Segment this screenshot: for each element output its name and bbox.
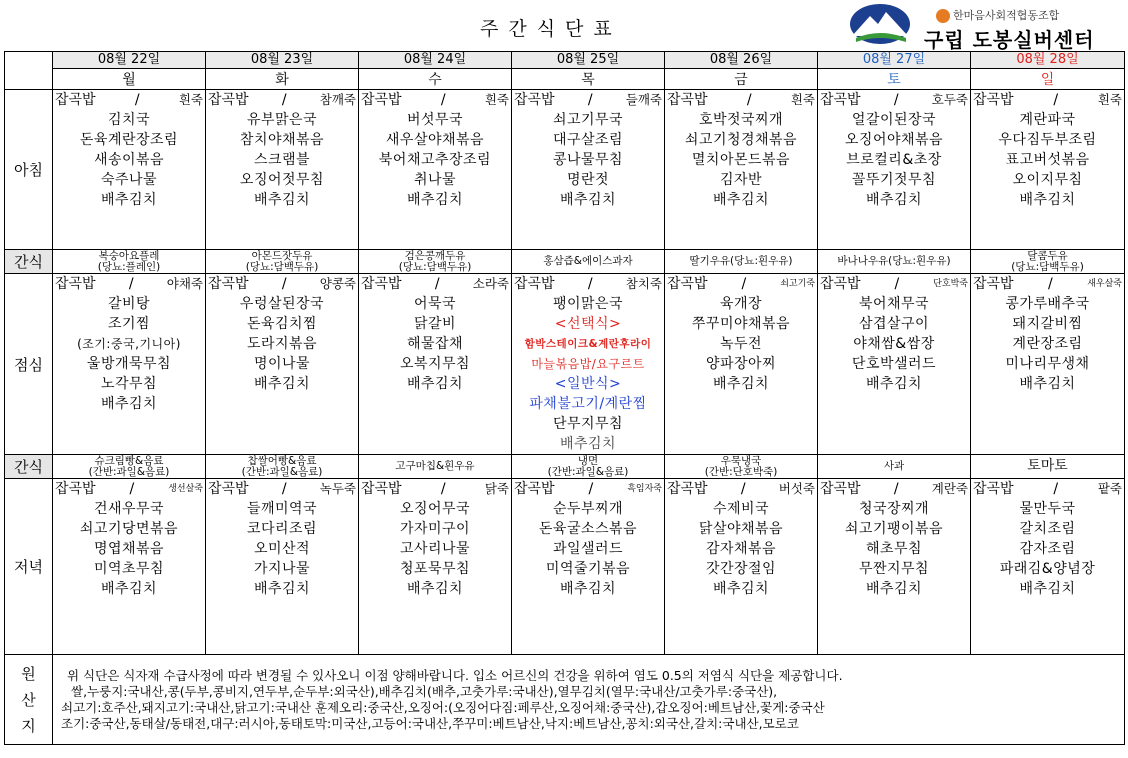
menu-item: 돼지갈비찜	[1012, 316, 1083, 332]
menu-item: 스크램블	[253, 152, 311, 168]
dinner-row	[5, 479, 1125, 655]
menu-item: 배추김치	[559, 192, 617, 208]
menu-item: 돈육굴소스볶음	[538, 521, 638, 537]
menu-item: 배추김치	[865, 192, 923, 208]
rice-label: 잡곡밥	[667, 92, 708, 108]
menu-item: 오미산적	[253, 541, 311, 557]
origin-note-line: 조기:중국산,동태살/동태전,대구:러시아,동태토막:미국산,고등어:국내산,쭈꾸미:베트남산,낙지:베트남산,꽁치:외국산,갈치:국내산,모로코	[61, 715, 799, 731]
weekday-row	[5, 69, 1125, 90]
porridge-label: 단호박죽	[933, 279, 968, 289]
rice-label: 잡곡밥	[361, 481, 402, 497]
lunch-cell	[359, 274, 512, 455]
date-cell: 08월 27일	[818, 52, 971, 69]
menu-item: 유부맑은국	[246, 112, 318, 128]
snack-cell: 검은콩깨두유 (당뇨:담백두유)	[359, 250, 512, 274]
menu-item: 표고버섯볶음	[1005, 152, 1090, 168]
menu-item: 배추김치	[712, 581, 770, 597]
menu-item: (조기:중국,기니아)	[77, 337, 181, 351]
date-cell: 08월 28일	[971, 52, 1125, 69]
porridge-label: 소라죽	[472, 276, 509, 291]
weekday-cell: 화	[206, 69, 359, 90]
rice-label: 잡곡밥	[514, 92, 555, 108]
menu-item: <일반식>	[554, 376, 622, 392]
porridge-label: 팥죽	[1097, 481, 1122, 496]
porridge-label: 녹두죽	[319, 481, 356, 496]
porridge-label: 흰죽	[790, 92, 815, 107]
menu-item: 미나리무생채	[1005, 356, 1090, 372]
rice-label: 잡곡밥	[820, 92, 861, 108]
rice-soup-header	[818, 274, 970, 294]
porridge-label: 들깨죽	[625, 92, 662, 107]
menu-item: 함박스테이크&계란후라이	[524, 338, 652, 350]
rice-soup-header	[359, 274, 511, 294]
origin-label-char: 지	[21, 716, 36, 735]
rice-label: 잡곡밥	[55, 92, 96, 108]
origin-notes	[53, 655, 1125, 745]
menu-item: 우다짐두부조림	[998, 132, 1097, 148]
porridge-label: 닭죽	[484, 481, 509, 496]
menu-item: 물만두국	[1019, 501, 1076, 517]
rice-label: 잡곡밥	[361, 92, 402, 108]
separator: /	[440, 92, 446, 108]
menu-item: 배추김치	[406, 376, 464, 392]
menu-item: 꼴뚜기젓무침	[851, 172, 937, 188]
menu-item: 배추김치	[712, 376, 770, 392]
separator: /	[434, 276, 440, 292]
snack-cell: 달콤두유 (당뇨:담백두유)	[971, 250, 1125, 274]
separator: /	[740, 481, 746, 497]
menu-item: 들깨미역국	[246, 501, 318, 517]
rice-soup-header	[665, 274, 817, 294]
porridge-label: 생선살죽	[168, 484, 203, 494]
rice-soup-header	[512, 90, 664, 110]
separator: /	[893, 92, 899, 108]
menu-item: 멸치아몬드볶음	[691, 152, 791, 168]
menu-item: 쇠고기청경채볶음	[684, 132, 798, 148]
rice-label: 잡곡밥	[208, 481, 249, 497]
menu-item: 배추김치	[253, 581, 311, 597]
lunch-cell	[53, 274, 206, 455]
date-cell: 08월 23일	[206, 52, 359, 69]
rice-label: 잡곡밥	[973, 276, 1014, 292]
menu-item: 양파장아찌	[705, 356, 777, 372]
weekday-cell: 일	[971, 69, 1125, 90]
rice-label: 잡곡밥	[820, 481, 861, 497]
menu-item: <선택식>	[554, 316, 622, 332]
menu-item: 얼갈이된장국	[851, 112, 937, 128]
menu-item: 배추김치	[1019, 581, 1076, 597]
menu-item: 갈치조림	[1019, 521, 1076, 537]
menu-item: 삼겹살구이	[858, 316, 930, 332]
weekday-cell: 수	[359, 69, 512, 90]
rice-soup-header	[206, 479, 358, 499]
menu-item: 야채쌈&쌈장	[853, 336, 935, 352]
menu-item: 파래김&양념장	[999, 561, 1096, 577]
menu-item: 쇠고기무국	[552, 112, 624, 128]
rice-label: 잡곡밥	[973, 481, 1014, 497]
menu-item: 배추김치	[559, 436, 617, 452]
date-cell: 08월 22일	[53, 52, 206, 69]
menu-item: 육개장	[719, 296, 763, 312]
menu-item: 파채불고기/계란찜	[529, 396, 647, 412]
rice-label: 잡곡밥	[208, 276, 249, 292]
menu-item: 가자미구이	[399, 521, 471, 537]
rice-soup-header	[206, 274, 358, 294]
separator: /	[1053, 92, 1059, 108]
origin-note-line: 쌀,누룽지:국내산,콩(두부,콩비지,연두부,순두부:외국산),배추김치(배추,고춧가루:국내산),열무김치(열무:국내산/고춧가루:중국산),	[71, 683, 778, 699]
menu-item: 무짠지무침	[858, 561, 930, 577]
menu-item: 콩나물무침	[552, 152, 624, 168]
porridge-label: 새우살죽	[1087, 279, 1122, 289]
menu-item: 김자반	[719, 172, 763, 188]
menu-item: 해초무침	[865, 541, 923, 557]
porridge-label: 버섯죽	[778, 481, 815, 496]
menu-item: 김치국	[107, 112, 151, 128]
breakfast-cell	[665, 90, 818, 250]
separator: /	[281, 481, 287, 497]
menu-item: 돈육계란장조림	[79, 132, 179, 148]
menu-item: 북어채무국	[858, 296, 930, 312]
menu-item: 배추김치	[1019, 192, 1076, 208]
rice-label: 잡곡밥	[361, 276, 402, 292]
dinner-cell	[512, 479, 665, 655]
breakfast-cell	[53, 90, 206, 250]
weekday-cell: 금	[665, 69, 818, 90]
weekly-menu-table	[4, 51, 1125, 745]
menu-item: 배추김치	[100, 581, 158, 597]
porridge-label: 흰죽	[1097, 92, 1122, 107]
rice-label: 잡곡밥	[973, 92, 1014, 108]
menu-item: 돈육김치찜	[246, 316, 318, 332]
menu-item: 호박젓국찌개	[698, 112, 784, 128]
menu-item: 계란장조림	[1012, 336, 1083, 352]
mountain-logo-icon	[848, 2, 912, 46]
menu-item: 녹두전	[719, 336, 763, 352]
separator: /	[893, 481, 899, 497]
menu-item: 배추김치	[1019, 376, 1076, 392]
dinner-label: 저녁	[5, 479, 53, 655]
separator: /	[281, 92, 287, 108]
menu-item: 명란젓	[566, 172, 610, 188]
menu-item: 배추김치	[712, 192, 770, 208]
snack-cell: 사과	[818, 455, 971, 479]
separator: /	[129, 481, 135, 497]
porridge-label: 흰죽	[484, 92, 509, 107]
menu-item: 배추김치	[100, 192, 158, 208]
separator: /	[894, 276, 900, 292]
snack-label: 간식	[5, 250, 53, 274]
menu-item: 감자조림	[1019, 541, 1076, 557]
menu-item: 배추김치	[865, 581, 923, 597]
dinner-cell	[359, 479, 512, 655]
menu-item: 도라지볶음	[246, 336, 318, 352]
menu-item: 배추김치	[865, 376, 923, 392]
separator: /	[128, 276, 134, 292]
menu-item: 배추김치	[406, 581, 464, 597]
breakfast-cell	[206, 90, 359, 250]
rice-label: 잡곡밥	[514, 276, 555, 292]
rice-soup-header	[53, 479, 205, 499]
porridge-label: 양콩죽	[319, 276, 356, 291]
menu-item: 배추김치	[253, 192, 311, 208]
menu-item: 청포묵무침	[399, 561, 471, 577]
weekday-cell: 토	[818, 69, 971, 90]
rice-label: 잡곡밥	[820, 276, 861, 292]
menu-item: 마늘볶음밥/요구르트	[531, 357, 645, 371]
snack-cell: 냉면 (간반:과일&음료)	[512, 455, 665, 479]
menu-item: 감자채볶음	[705, 541, 777, 557]
rice-soup-header	[512, 274, 664, 294]
rice-soup-header	[53, 90, 205, 110]
menu-item: 숙주나물	[100, 172, 158, 188]
menu-item: 새송이볶음	[93, 152, 165, 168]
separator: /	[746, 92, 752, 108]
menu-item: 코다리조림	[246, 521, 318, 537]
snack-cell: 토마토	[971, 455, 1125, 479]
menu-item: 오징어야채볶음	[844, 132, 944, 148]
menu-item: 건새우무국	[93, 501, 165, 517]
snack-cell: 슈크림빵&음료 (간반:과일&음료)	[53, 455, 206, 479]
separator: /	[1053, 481, 1059, 497]
breakfast-cell	[359, 90, 512, 250]
menu-item: 단호박샐러드	[851, 356, 937, 372]
separator: /	[741, 276, 747, 292]
menu-item: 계란파국	[1019, 112, 1076, 128]
menu-item: 쭈꾸미야채볶음	[691, 316, 791, 332]
menu-item: 북어채고추장조림	[378, 152, 492, 168]
menu-item: 배추김치	[100, 396, 158, 412]
menu-item: 청국장찌개	[858, 501, 930, 517]
rice-soup-header	[971, 479, 1124, 499]
menu-item: 닭살야채볶음	[698, 521, 784, 537]
snack-cell: 찹쌀어빵&음료 (간반:과일&음료)	[206, 455, 359, 479]
date-cell: 08월 26일	[665, 52, 818, 69]
menu-item: 배추김치	[406, 192, 464, 208]
menu-item: 고사리나물	[399, 541, 471, 557]
origin-note-line: 위 식단은 식자재 수급사정에 따라 변경될 수 있사오니 이점 양해바랍니다. 입소 어르신의 건강을 위하여 염도 0.5의 저염식 식단을 제공합니다.	[67, 667, 843, 683]
origin-label-char: 원	[21, 664, 36, 683]
rice-soup-header	[818, 90, 970, 110]
snack-label: 간식	[5, 455, 53, 479]
lunch-cell	[512, 274, 665, 455]
org-name: 구립 도봉실버센터	[924, 28, 1095, 52]
lunch-cell	[818, 274, 971, 455]
date-cell: 08월 24일	[359, 52, 512, 69]
porridge-label: 참깨죽	[319, 92, 356, 107]
rice-soup-header	[359, 479, 511, 499]
date-row	[5, 52, 1125, 69]
separator: /	[588, 481, 594, 497]
snack-cell: 아몬드잣두유 (당뇨:담백두유)	[206, 250, 359, 274]
rice-label: 잡곡밥	[55, 481, 96, 497]
menu-item: 노각무침	[100, 376, 158, 392]
dinner-cell	[206, 479, 359, 655]
menu-item: 배추김치	[253, 376, 311, 392]
snack-row	[5, 455, 1125, 479]
dinner-cell	[971, 479, 1125, 655]
org-logo	[848, 2, 1120, 52]
snack-row	[5, 250, 1125, 274]
porridge-label: 참치죽	[625, 276, 662, 291]
page-title: 주간식단표	[480, 18, 622, 40]
menu-item: 배추김치	[559, 581, 617, 597]
separator: /	[587, 92, 593, 108]
menu-item: 우렁살된장국	[239, 296, 325, 312]
porridge-label: 계란죽	[931, 481, 968, 496]
menu-item: 오이지무침	[1012, 172, 1083, 188]
menu-item: 미역줄기볶음	[545, 561, 631, 577]
menu-item: 브로컬리&초장	[846, 152, 942, 168]
rice-soup-header	[971, 274, 1124, 294]
menu-item: 가지나물	[253, 561, 311, 577]
origin-label-char: 산	[21, 690, 36, 709]
breakfast-cell	[512, 90, 665, 250]
menu-item: 닭갈비	[413, 316, 457, 332]
separator: /	[281, 276, 287, 292]
org-dot-icon	[936, 9, 950, 23]
lunch-label: 점심	[5, 274, 53, 455]
rice-soup-header	[665, 90, 817, 110]
rice-soup-header	[971, 90, 1124, 110]
snack-cell: 복숭아요플레 (당뇨:플레인)	[53, 250, 206, 274]
rice-label: 잡곡밥	[514, 481, 555, 497]
porridge-label: 호두죽	[931, 92, 968, 107]
menu-item: 오징어무국	[399, 501, 471, 517]
snack-cell: 홍삼즙&에이스과자	[512, 250, 665, 274]
snack-cell: 고구마칩&흰우유	[359, 455, 512, 479]
rice-soup-header	[818, 479, 970, 499]
porridge-label: 야채죽	[166, 276, 203, 291]
menu-item: 수제비국	[712, 501, 770, 517]
lunch-cell	[206, 274, 359, 455]
menu-item: 새우살야채볶음	[385, 132, 485, 148]
porridge-label: 흑임자죽	[627, 484, 662, 494]
separator: /	[1048, 276, 1053, 292]
rice-soup-header	[206, 90, 358, 110]
menu-item: 참치야채볶음	[239, 132, 325, 148]
dinner-cell	[818, 479, 971, 655]
menu-item: 콩가루배추국	[1005, 296, 1090, 312]
lunch-cell	[665, 274, 818, 455]
menu-item: 순두부찌개	[552, 501, 624, 517]
rice-label: 잡곡밥	[208, 92, 249, 108]
snack-cell: 딸기우유(당뇨:흰우유)	[665, 250, 818, 274]
porridge-label: 쇠고기죽	[780, 279, 815, 289]
menu-item: 오복지무침	[399, 356, 471, 372]
menu-item: 조기찜	[107, 316, 151, 332]
snack-cell: 바나나우유(당뇨:흰우유)	[818, 250, 971, 274]
breakfast-cell	[971, 90, 1125, 250]
breakfast-label: 아침	[5, 90, 53, 250]
rice-soup-header	[359, 90, 511, 110]
corner-cell	[5, 52, 53, 90]
menu-item: 울방개묵무침	[86, 356, 172, 372]
menu-item: 갈비탕	[107, 296, 151, 312]
menu-item: 명이나물	[253, 356, 311, 372]
menu-item: 버섯무국	[406, 112, 464, 128]
rice-label: 잡곡밥	[667, 276, 708, 292]
menu-item: 과일샐러드	[552, 541, 624, 557]
date-cell: 08월 25일	[512, 52, 665, 69]
weekday-cell: 목	[512, 69, 665, 90]
weekday-cell: 월	[53, 69, 206, 90]
origin-label	[5, 655, 53, 745]
menu-item: 미역초무침	[93, 561, 165, 577]
menu-item: 단무지무침	[552, 416, 624, 432]
breakfast-cell	[818, 90, 971, 250]
origin-row	[5, 655, 1125, 745]
org-subtitle: 한마음사회적협동조합	[953, 9, 1060, 22]
rice-soup-header	[665, 479, 817, 499]
rice-label: 잡곡밥	[55, 276, 96, 292]
rice-soup-header	[512, 479, 664, 499]
porridge-label: 흰죽	[178, 92, 203, 107]
menu-item: 대구살조림	[552, 132, 624, 148]
menu-item: 취나물	[413, 172, 457, 188]
lunch-cell	[971, 274, 1125, 455]
menu-item: 어묵국	[413, 296, 457, 312]
snack-cell: 우묵냉국 (간반:단호박죽)	[665, 455, 818, 479]
dinner-cell	[53, 479, 206, 655]
separator: /	[134, 92, 140, 108]
rice-soup-header	[53, 274, 205, 294]
menu-item: 쇠고기팽이볶음	[844, 521, 944, 537]
menu-item: 명엽채볶음	[93, 541, 165, 557]
origin-note-line: 쇠고기:호주산,돼지고기:국내산,닭고기:국내산 훈제오리:중국산,오징어:(오징어다짐:페루산,오징어채:중국산),갑오징어:베트남산,꽃게:중국산	[61, 699, 825, 715]
menu-item: 쇠고기당면볶음	[79, 521, 179, 537]
menu-item: 갓간장절임	[705, 561, 777, 577]
separator: /	[587, 276, 593, 292]
menu-item: 오징어젓무침	[239, 172, 325, 188]
lunch-row	[5, 274, 1125, 455]
separator: /	[440, 481, 446, 497]
menu-item: 해물잡채	[406, 336, 464, 352]
breakfast-row	[5, 90, 1125, 250]
rice-label: 잡곡밥	[667, 481, 708, 497]
menu-item: 팽이맑은국	[552, 296, 624, 312]
dinner-cell	[665, 479, 818, 655]
